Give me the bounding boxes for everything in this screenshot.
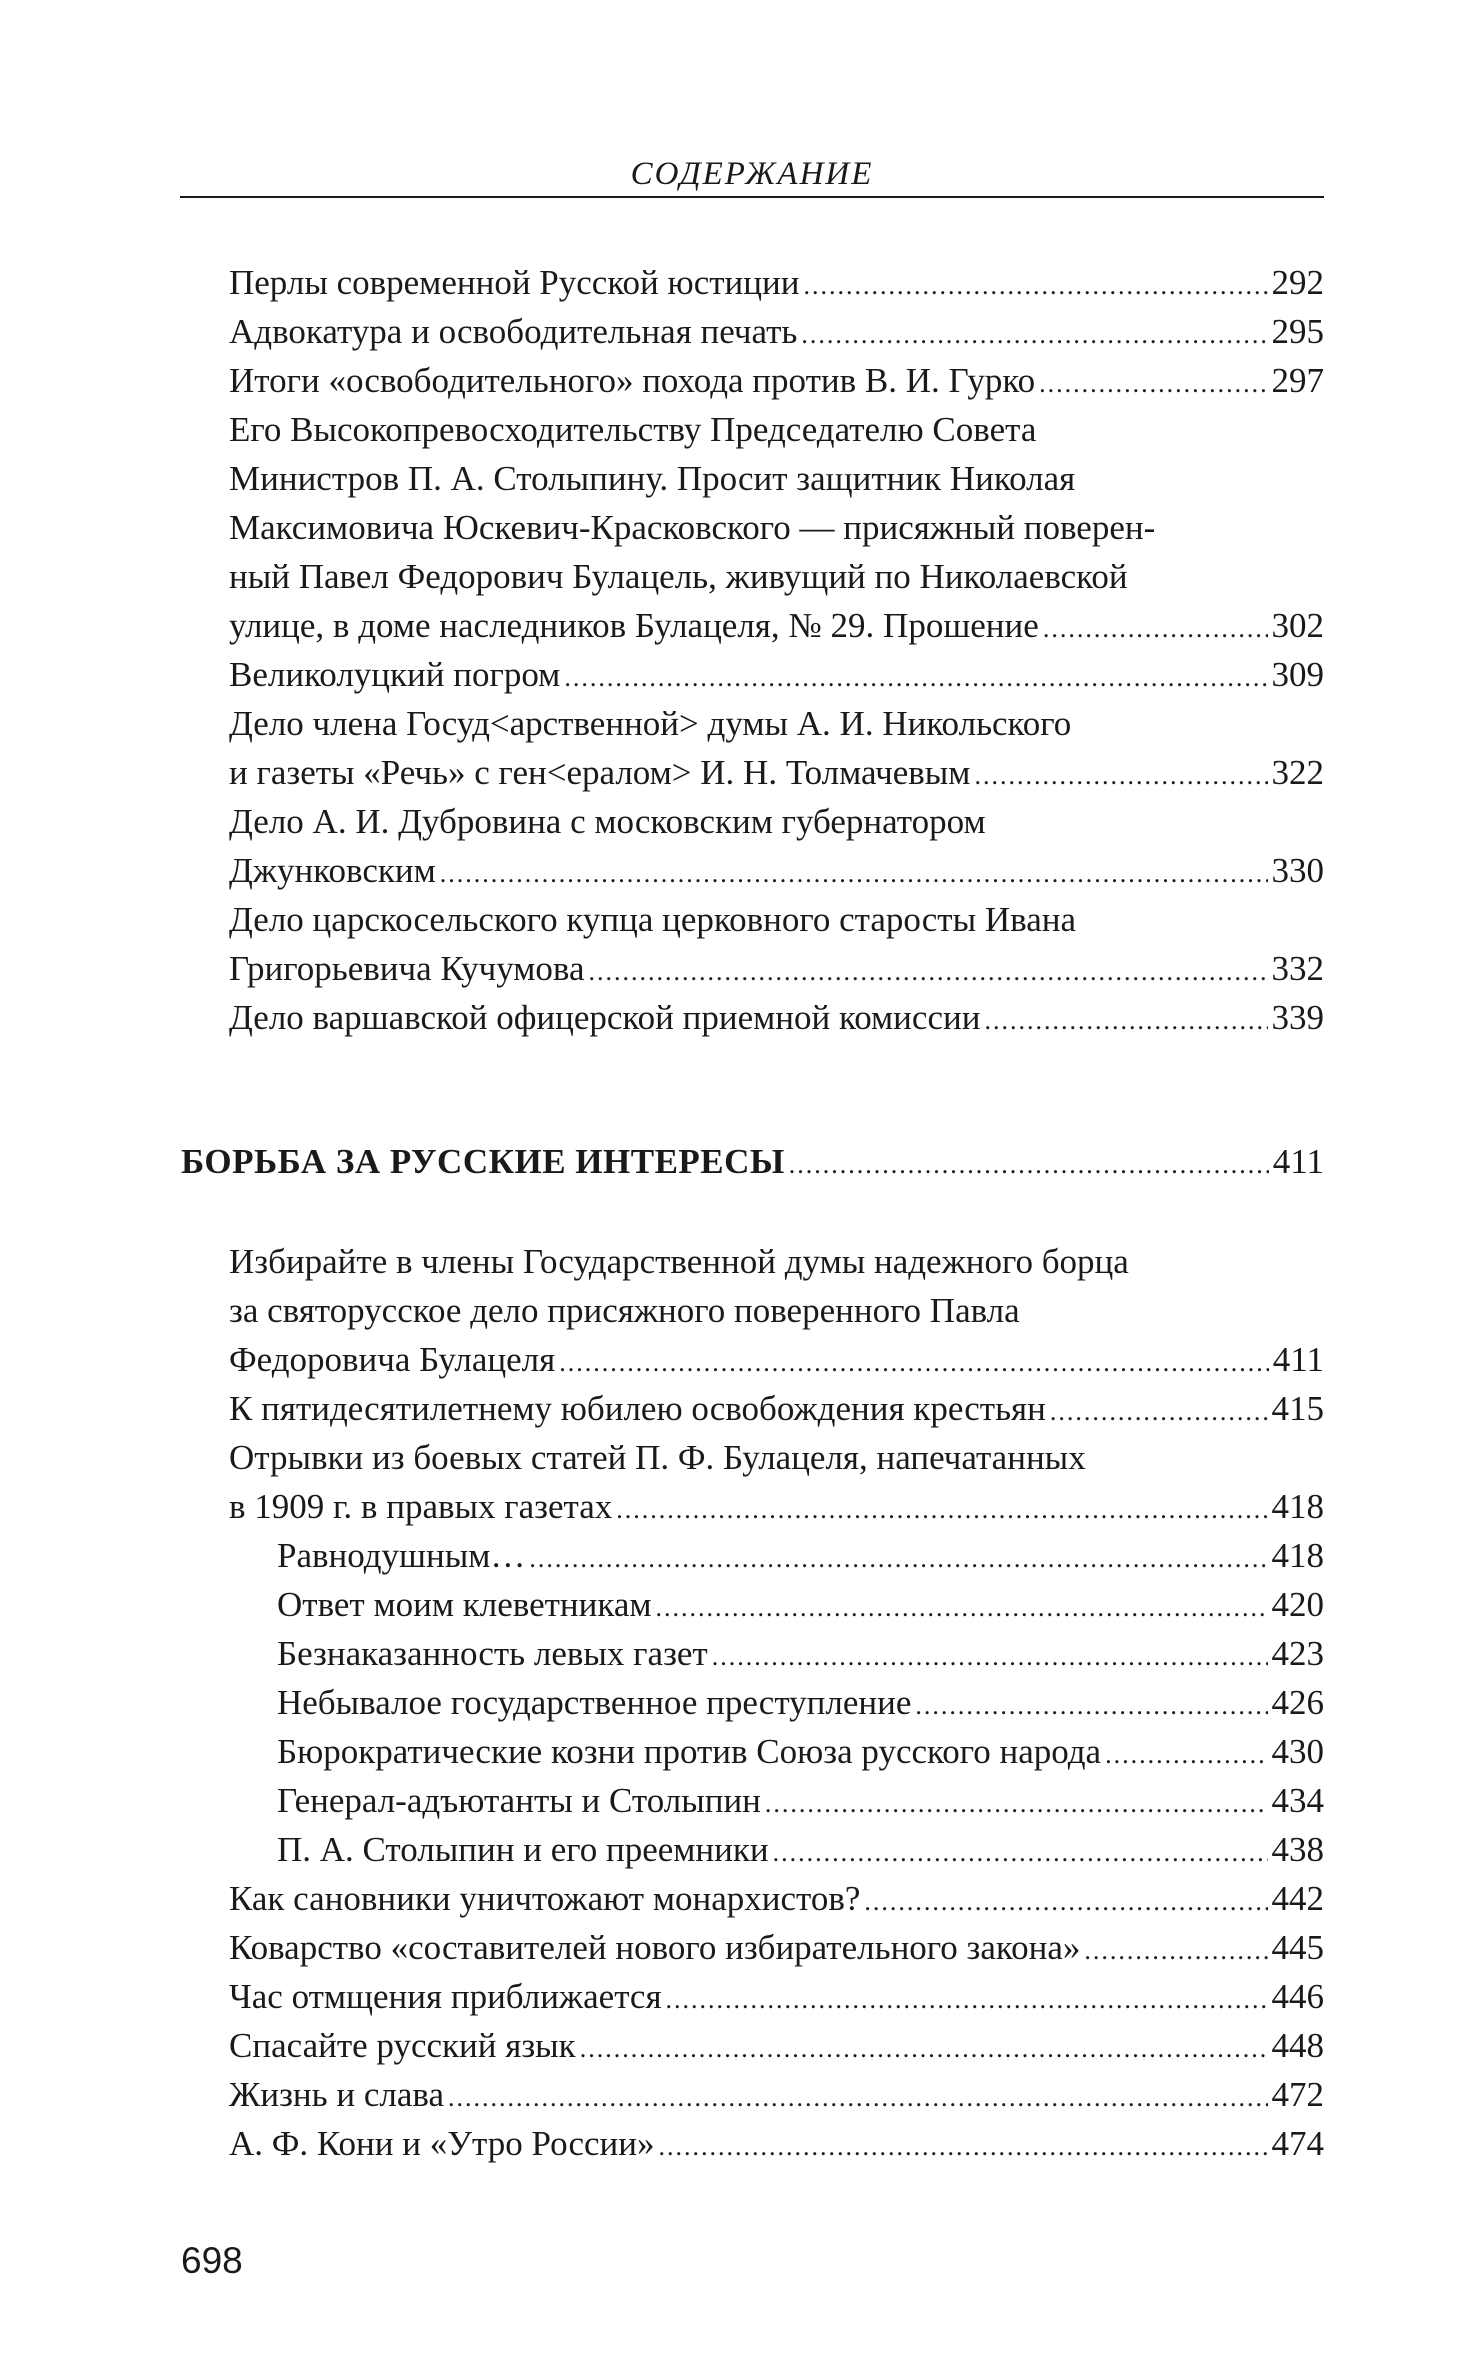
toc-entry-title: Коварство «составителей нового избирательного закона» <box>229 1928 1081 1967</box>
toc-entry-page: 322 <box>1271 753 1324 792</box>
toc-entry-line <box>0 797 1324 846</box>
toc-entry-page: 426 <box>1271 1683 1324 1722</box>
dot-leader <box>589 947 1268 996</box>
section-page: 411 <box>1272 1142 1324 1181</box>
dot-leader <box>1039 359 1267 408</box>
toc-entry-page: 295 <box>1271 312 1324 351</box>
dot-leader <box>1084 1926 1267 1975</box>
toc-entry[interactable] <box>0 1972 1476 2021</box>
toc-entry-page: 415 <box>1271 1389 1324 1428</box>
dot-leader <box>712 1632 1268 1681</box>
toc-entry-page: 330 <box>1271 851 1324 890</box>
toc-entry-line <box>0 944 1324 993</box>
toc-entry-page: 430 <box>1271 1732 1324 1771</box>
toc-entry-line <box>0 454 1324 503</box>
toc-entry[interactable] <box>0 1433 1476 1531</box>
toc-entry-line <box>0 1678 1324 1727</box>
dot-leader <box>656 1583 1268 1632</box>
toc-entry[interactable] <box>0 1923 1476 1972</box>
toc-part-1 <box>0 258 1476 1042</box>
toc-entry-title: Генерал-адъютанты и Столыпин <box>277 1781 761 1820</box>
toc-entry-page: 420 <box>1271 1585 1324 1624</box>
toc-entry-title: Спасайте русский язык <box>229 2026 576 2065</box>
dot-leader <box>616 1485 1267 1534</box>
running-head: СОДЕРЖАНИЕ <box>630 156 874 192</box>
toc-entry-line <box>0 356 1324 405</box>
toc-entry-line <box>0 1335 1324 1384</box>
toc-entry[interactable] <box>0 405 1476 650</box>
toc-entry[interactable] <box>0 1237 1476 1384</box>
toc-entry-title: Дело А. И. Дубровина с московским губернатором <box>229 802 986 841</box>
toc-entry-title: Равнодушным… <box>277 1536 526 1575</box>
toc-entry-line <box>0 650 1324 699</box>
toc-entry-line <box>0 1237 1324 1286</box>
dot-leader <box>773 1828 1268 1877</box>
toc-entry-line <box>0 1776 1324 1825</box>
dot-leader <box>559 1338 1269 1387</box>
dot-leader <box>564 653 1267 702</box>
toc-entry-title: Его Высокопревосходительству Председателю Совета <box>229 410 1037 449</box>
toc-entry-line <box>0 552 1324 601</box>
toc-entry[interactable] <box>0 993 1476 1042</box>
toc-entry-line <box>0 699 1324 748</box>
toc-entry-line <box>0 2119 1324 2168</box>
toc-entry-title: Избирайте в члены Государственной думы надежного борца <box>229 1242 1129 1281</box>
section-title: БОРЬБА ЗА РУССКИЕ ИНТЕРЕСЫ <box>181 1142 785 1181</box>
toc-entry-page: 446 <box>1271 1977 1324 2016</box>
toc-entry-title: К пятидесятилетнему юбилею освобождения крестьян <box>229 1389 1046 1428</box>
toc-entry-line <box>0 1384 1324 1433</box>
toc-entry-line <box>0 2021 1324 2070</box>
toc-entry-line <box>0 405 1324 454</box>
toc-entry-line <box>0 307 1324 356</box>
toc-entry[interactable] <box>0 1580 1476 1629</box>
toc-entry-title: Максимовича Юскевич-Красковского — присяжный поверен- <box>229 508 1156 547</box>
toc-entry-title: Безнаказанность левых газет <box>277 1634 708 1673</box>
toc-entry-title: Отрывки из боевых статей П. Ф. Булацеля, напечатанных <box>229 1438 1086 1477</box>
toc-entry-title: Григорьевича Кучумова <box>229 949 585 988</box>
toc-entry[interactable] <box>0 1629 1476 1678</box>
dot-leader <box>1105 1730 1267 1779</box>
toc-entry-page: 448 <box>1271 2026 1324 2065</box>
toc-entry-page: 423 <box>1271 1634 1324 1673</box>
toc-entry-page: 418 <box>1271 1536 1324 1575</box>
toc-entry-line <box>0 1972 1324 2021</box>
toc-entry-page: 442 <box>1271 1879 1324 1918</box>
toc-entry-line <box>0 503 1324 552</box>
toc-entry-page: 411 <box>1272 1340 1324 1379</box>
section-heading-entry[interactable] <box>0 1137 1324 1186</box>
toc-entry[interactable] <box>0 1531 1476 1580</box>
dot-leader <box>658 2122 1267 2171</box>
toc-entry-page: 438 <box>1271 1830 1324 1869</box>
toc-entry-title: ный Павел Федорович Булацель, живущий по Николаевской <box>229 557 1128 596</box>
toc-entry-page: 292 <box>1271 263 1324 302</box>
toc-entry[interactable] <box>0 2021 1476 2070</box>
toc-entry-title: Перлы современной Русской юстиции <box>229 263 800 302</box>
toc-entry[interactable] <box>0 1874 1476 1923</box>
toc-entry-line <box>0 2070 1324 2119</box>
toc-entry-title: Дело царскосельского купца церковного старосты Ивана <box>229 900 1077 939</box>
toc-entry-title: Небывалое государственное преступление <box>277 1683 912 1722</box>
toc-entry-title: Федоровича Булацеля <box>229 1340 556 1379</box>
toc-entry[interactable] <box>0 1825 1476 1874</box>
toc-entry-page: 472 <box>1271 2075 1324 2114</box>
dot-leader <box>529 1534 1267 1583</box>
toc-entry-page: 474 <box>1271 2124 1324 2163</box>
toc-entry-line <box>0 1874 1324 1923</box>
toc-entry-line <box>0 1580 1324 1629</box>
toc-entry-title: Адвокатура и освободительная печать <box>229 312 798 351</box>
toc-entry-title: Великолуцкий погром <box>229 655 561 694</box>
toc-entry-line <box>0 748 1324 797</box>
toc-entry-line <box>0 895 1324 944</box>
toc-entry-line <box>0 1923 1324 1972</box>
page-number: 698 <box>181 2240 243 2281</box>
toc-entry-page: 309 <box>1271 655 1324 694</box>
dot-leader <box>1043 604 1268 653</box>
dot-leader <box>789 1140 1269 1189</box>
toc-part-2 <box>0 1237 1476 2168</box>
toc-entry-title: Министров П. А. Столыпину. Просит защитник Николая <box>229 459 1076 498</box>
toc-entry-title: Итоги «освободительного» похода против В. И. Гурко <box>229 361 1036 400</box>
toc-entry-page: 418 <box>1271 1487 1324 1526</box>
toc-entry-title: П. А. Столыпин и его преемники <box>277 1830 769 1869</box>
toc-entry-title: за святорусское дело присяжного поверенного Павла <box>229 1291 1020 1330</box>
toc-entry-line <box>0 993 1324 1042</box>
toc-entry-page: 302 <box>1271 606 1324 645</box>
toc-entry-title: в 1909 г. в правых газетах <box>229 1487 613 1526</box>
toc-entry[interactable] <box>0 258 1476 307</box>
toc-entry-title: Как сановники уничтожают монархистов? <box>229 1879 861 1918</box>
toc-entry-page: 297 <box>1271 361 1324 400</box>
dot-leader <box>666 1975 1268 2024</box>
dot-leader <box>915 1681 1267 1730</box>
dot-leader <box>803 261 1267 310</box>
toc-entry-title: Ответ моим клеветникам <box>277 1585 652 1624</box>
toc-entry-line <box>0 1286 1324 1335</box>
dot-leader <box>801 310 1267 359</box>
toc-entry-line <box>0 1825 1324 1874</box>
toc-entry-title: улице, в доме наследников Булацеля, № 29. Прошение <box>229 606 1039 645</box>
dot-leader <box>974 751 1267 800</box>
toc-entry-line <box>0 1727 1324 1776</box>
toc-entry[interactable] <box>0 650 1476 699</box>
toc-entry[interactable] <box>0 307 1476 356</box>
toc-entry-page: 332 <box>1271 949 1324 988</box>
header-rule <box>180 196 1324 198</box>
toc-entry-page: 339 <box>1271 998 1324 1037</box>
toc-entry-title: Джунковским <box>229 851 436 890</box>
toc-entry-title: А. Ф. Кони и «Утро России» <box>229 2124 655 2163</box>
toc-entry-title: Дело члена Госуд<арственной> думы А. И. Никольского <box>229 704 1072 743</box>
toc-entry-line <box>0 258 1324 307</box>
toc-entry-line <box>0 1629 1324 1678</box>
toc-entry-title: Бюрократические козни против Союза русского народа <box>277 1732 1102 1771</box>
toc-entry[interactable] <box>0 797 1476 895</box>
toc-entry-title: Час отмщения приближается <box>229 1977 662 2016</box>
dot-leader <box>765 1779 1268 1828</box>
toc-entry-line <box>0 601 1324 650</box>
toc-section <box>0 1137 1476 1186</box>
toc-entry[interactable] <box>0 1678 1476 1727</box>
toc-entry-page: 434 <box>1271 1781 1324 1820</box>
toc-entry[interactable] <box>0 699 1476 797</box>
dot-leader <box>580 2024 1268 2073</box>
toc-entry-title: Жизнь и слава <box>229 2075 444 2114</box>
toc-entry[interactable] <box>0 1776 1476 1825</box>
dot-leader <box>984 996 1267 1045</box>
toc-entry-line <box>0 1531 1324 1580</box>
toc-entry-line <box>0 1433 1324 1482</box>
toc-entry[interactable] <box>0 1384 1476 1433</box>
toc-entry[interactable] <box>0 356 1476 405</box>
dot-leader <box>440 849 1268 898</box>
toc-entry-title: и газеты «Речь» с ген<ералом> И. Н. Толмачевым <box>229 753 971 792</box>
dot-leader <box>448 2073 1268 2122</box>
toc-entry[interactable] <box>0 895 1476 993</box>
toc-entry[interactable] <box>0 2119 1476 2168</box>
toc-entry[interactable] <box>0 1727 1476 1776</box>
toc-entry-page: 445 <box>1271 1928 1324 1967</box>
toc-entry[interactable] <box>0 2070 1476 2119</box>
dot-leader <box>864 1877 1267 1926</box>
toc-entry-title: Дело варшавской офицерской приемной комиссии <box>229 998 981 1037</box>
dot-leader <box>1050 1387 1268 1436</box>
toc-entry-line <box>0 846 1324 895</box>
toc-entry-line <box>0 1482 1324 1531</box>
